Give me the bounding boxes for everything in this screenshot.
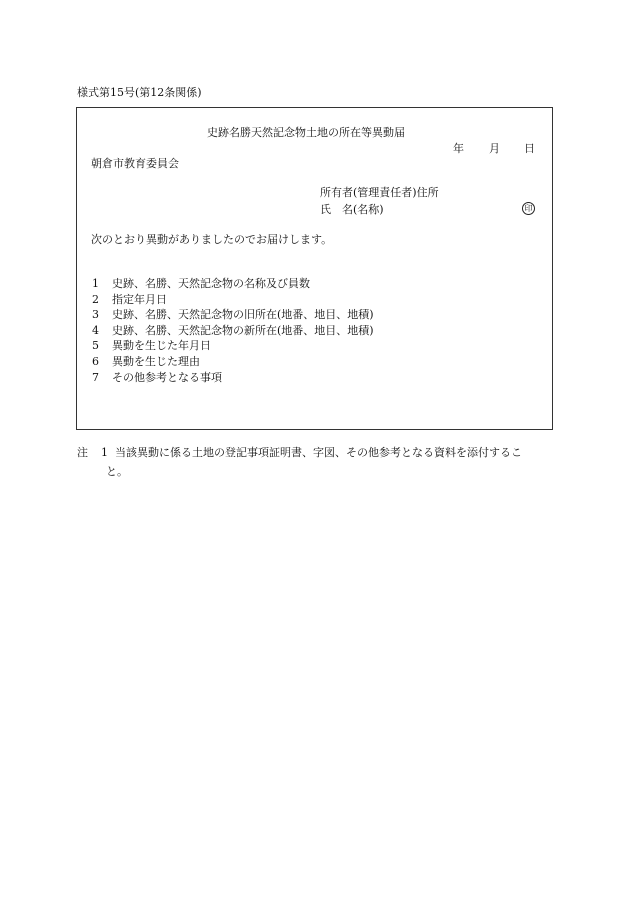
seal-mark: 印 (522, 202, 535, 215)
footnote (77, 443, 557, 481)
item-number: 2 (92, 292, 99, 306)
item-text: 史跡、名勝、天然記念物の旧所在(地番、地目、地積) (112, 308, 374, 322)
list-item (92, 278, 374, 294)
addressee: 朝倉市教育委員会 (91, 157, 179, 170)
list-item (92, 340, 374, 356)
note-text-continued: と。 (106, 465, 128, 478)
note-label: 注 (77, 446, 88, 459)
form-title: 史跡名勝天然記念物土地の所在等異動届 (207, 126, 405, 139)
item-text: その他参考となる事項 (112, 370, 222, 384)
list-item (92, 372, 374, 388)
note-text: 当該異動に係る土地の登記事項証明書、字図、その他参考となる資料を添付するこ (115, 446, 522, 459)
item-number: 3 (92, 308, 99, 322)
item-text: 史跡、名勝、天然記念物の新所在(地番、地目、地積) (112, 323, 374, 337)
item-text: 異動を生じた理由 (112, 354, 200, 368)
item-number: 1 (92, 277, 99, 290)
item-number: 4 (92, 323, 99, 337)
list-item (92, 356, 374, 372)
note-number: 1 (101, 446, 108, 459)
owner-address-label: 所有者(管理責任者)住所 (320, 186, 439, 199)
date-day-label: 日 (524, 142, 535, 155)
form-number: 様式第15号(第12条関係) (77, 86, 202, 99)
item-number: 5 (92, 339, 99, 353)
item-text: 異動を生じた年月日 (112, 339, 211, 353)
item-text: 指定年月日 (112, 292, 167, 306)
owner-name-label: 氏 名(名称) (320, 203, 384, 216)
date-year-label: 年 (453, 142, 464, 155)
date-month-label: 月 (489, 142, 500, 155)
notice-text: 次のとおり異動がありましたのでお届けします。 (91, 233, 333, 246)
list-item (92, 294, 374, 310)
list-item (92, 309, 374, 325)
item-number: 7 (92, 370, 99, 384)
item-number: 6 (92, 354, 99, 368)
item-text: 史跡、名勝、天然記念物の名称及び員数 (112, 277, 310, 290)
item-list (92, 278, 374, 387)
